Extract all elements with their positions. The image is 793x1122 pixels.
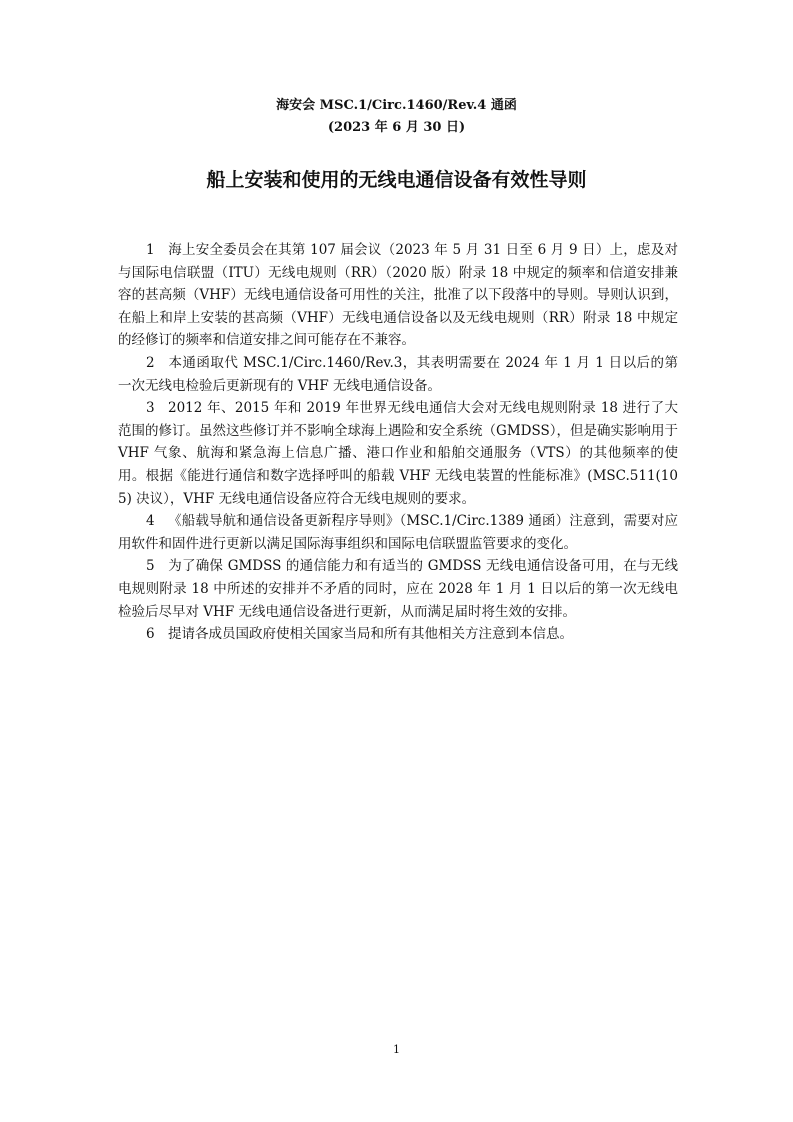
paragraph-number: 5 bbox=[146, 558, 155, 575]
paragraph-text: 2012 年、2015 年和 2019 年世界无线电通信大会对无线电规则附录 18 进行了大范围的修订。虽然这些修订并不影响全球海上遇险和安全系统（GMDSS），但是确实影响用于 VHF 气象、航海和紧急海上信息广播、港口作业和船舶交通服务（VTS）的其他频率的使用。根据《能进行通信和数字选择呼叫的船载 VHF 无线电装置的性能标准》(MSC.511(105) 决议），VHF 无线电通信设备应符合无线电规则的要求。 bbox=[118, 400, 678, 507]
paragraph-5 bbox=[118, 555, 678, 623]
paragraph-2 bbox=[118, 352, 678, 397]
paragraph-1 bbox=[118, 239, 678, 352]
paragraph-text: 提请各成员国政府使相关国家当局和所有其他相关方注意到本信息。 bbox=[168, 626, 573, 643]
document-body bbox=[118, 239, 678, 646]
page-number: 1 bbox=[393, 1043, 400, 1056]
circular-date: (2023 年 6 月 30 日) bbox=[327, 120, 466, 135]
paragraph-number: 1 bbox=[146, 242, 155, 258]
paragraph-text: 海上安全委员会在其第 107 届会议（2023 年 5 月 31 日至 6 月 9 日）上，虑及对与国际电信联盟（ITU）无线电规则（RR）（2020 版）附录 18 中规定的频率和信道安排兼容的甚高频（VHF）无线电通信设备可用性的关注，批准了以下段落中的导则。导则认识到，在船上和岸上安装的甚高频（VHF）无线电通信设备以及无线电规则（RR）附录 18 中规定的经修订的频率和信道安排之间可能存在不兼容。 bbox=[118, 242, 678, 349]
paragraph-6 bbox=[118, 623, 678, 646]
document-title: 船上安装和使用的无线电通信设备有效性导则 bbox=[206, 169, 587, 191]
paragraph-4 bbox=[118, 510, 678, 555]
paragraph-number: 4 bbox=[146, 513, 155, 530]
paragraph-text: 本通函取代 MSC.1/Circ.1460/Rev.3，其表明需要在 2024 年 1 月 1 日以后的第一次无线电检验后更新现有的 VHF 无线电通信设备。 bbox=[118, 354, 678, 394]
paragraph-text: 《船载导航和通信设备更新程序导则》（MSC.1/Circ.1389 通函）注意到，需要对应用软件和固件进行更新以满足国际海事组织和国际电信联盟监管要求的变化。 bbox=[118, 513, 678, 552]
paragraph-number: 6 bbox=[146, 626, 155, 643]
circular-reference: 海安会 MSC.1/Circ.1460/Rev.4 通函 bbox=[276, 98, 517, 113]
paragraph-3 bbox=[118, 397, 678, 510]
paragraph-text: 为了确保 GMDSS 的通信能力和有适当的 GMDSS 无线电通信设备可用，在与无线电规则附录 18 中所述的安排并不矛盾的同时，应在 2028 年 1 月 1 日以后的第一次无线电检验后尽早对 VHF 无线电通信设备进行更新，从而满足届时将生效的安排。 bbox=[118, 558, 678, 620]
paragraph-number: 3 bbox=[146, 400, 155, 417]
paragraph-number: 2 bbox=[146, 354, 155, 371]
